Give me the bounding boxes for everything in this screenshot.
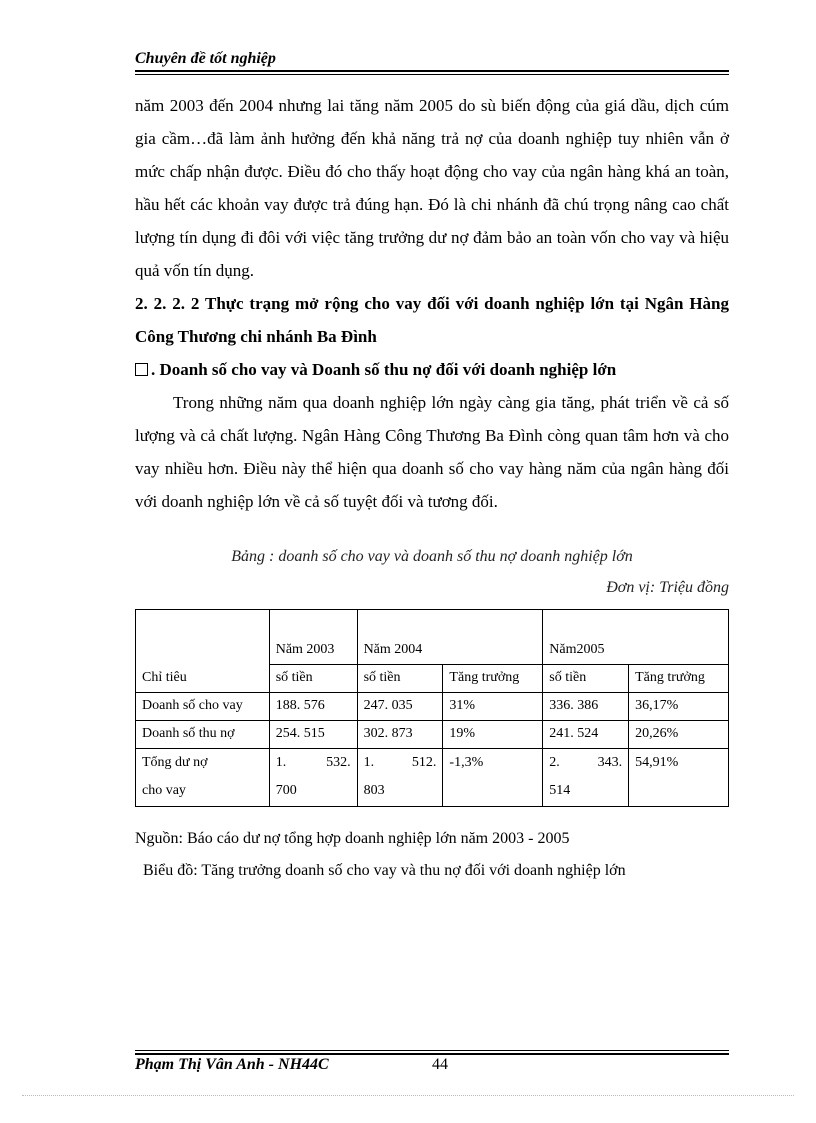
table-cell: 188. 576: [269, 693, 357, 721]
table-header-cell: Năm 2004: [357, 610, 543, 665]
table-cell: 247. 035: [357, 693, 443, 721]
section-heading: 2. 2. 2. 2 Thực trạng mở rộng cho vay đối với doanh nghiệp lớn tại Ngân Hàng Công Thương chi nhánh Ba Đình: [135, 294, 729, 346]
page-number: 44: [432, 1056, 448, 1073]
page-border-dotted: [22, 1095, 794, 1096]
header-title: Chuyên đề tốt nghiệp: [135, 50, 276, 67]
cell-part: 700: [275, 783, 297, 798]
paragraph-2: Trong những năm qua doanh nghiệp lớn ngày càng gia tăng, phát triển về cả số lượng và cả chất lượng. Ngân Hàng Công Thương Ba Đình còng quan tâm hơn và cho vay nhiều hơn. Điều này thể hiện qua doanh số cho vay hàng năm của ngân hàng đối với doanh nghiệp lớn về cả số tuyệt đối và tương đối.: [135, 393, 729, 511]
table-row: [136, 749, 729, 807]
unit-label: Đơn vị: Triệu đồng: [606, 579, 729, 596]
cell-line: cho vay: [142, 783, 186, 798]
cell-part: 532.: [326, 755, 351, 770]
table-cell: 241. 524: [543, 721, 629, 749]
table-cell: Doanh số cho vay: [136, 693, 270, 721]
table-cell: [357, 749, 443, 807]
paragraph-1: năm 2003 đến 2004 nhưng lai tăng năm 2005 do sù biến động của giá dầu, dịch cúm gia cầm…đã làm ảnh hưởng đến khả năng trả nợ của doanh nghiệp tuy nhiên vẫn ở mức chấp nhận được. Điều đó cho thấy hoạt động cho vay của ngân hàng khá an toàn, hầu hết các khoản vay được trả đúng hạn. Đó là chi nhánh đã chú trọng nâng cao chất lượng tín dụng đi đôi với việc tăng trưởng dư nợ đảm bảo an toàn vốn cho vay và hiệu quả vốn tín dụng.: [135, 96, 729, 280]
footer-rule-thin: [135, 1050, 729, 1051]
table-cell: Doanh số thu nợ: [136, 721, 270, 749]
table-cell: 254. 515: [269, 721, 357, 749]
table-cell: 336. 386: [543, 693, 629, 721]
checkbox-bullet-icon: [135, 363, 148, 376]
table-header-cell: Tăng trưởng: [443, 665, 543, 693]
cell-line: Tổng dư nợ: [142, 755, 208, 770]
table-header-cell: Chỉ tiêu: [136, 665, 270, 693]
table-cell: 20,26%: [629, 721, 729, 749]
cell-part: 2.: [549, 755, 560, 770]
table-header-cell: Năm2005: [543, 610, 729, 665]
cell-part: 343.: [597, 755, 623, 770]
table-cell: 302. 873: [357, 721, 443, 749]
table-cell: 31%: [443, 693, 543, 721]
table-cell: [136, 610, 270, 665]
subheading-text: . Doanh số cho vay và Doanh số thu nợ đối với doanh nghiệp lớn: [151, 360, 617, 379]
table-cell: 54,91%: [629, 749, 729, 807]
table-caption: Bảng : doanh số cho vay và doanh số thu nợ doanh nghiệp lớn: [231, 548, 633, 565]
table-cell: -1,3%: [443, 749, 543, 807]
header-rule-thin: [135, 74, 729, 75]
cell-part: 1.: [275, 755, 287, 770]
table-cell: [136, 749, 270, 807]
table-header-cell: số tiền: [543, 665, 629, 693]
source-note: Nguồn: Báo cáo dư nợ tổng hợp doanh nghiệp lớn năm 2003 - 2005: [135, 830, 570, 847]
header-rule: [135, 70, 729, 72]
cell-part: 512.: [411, 755, 437, 770]
cell-part: 1.: [363, 755, 375, 770]
table-cell: 36,17%: [629, 693, 729, 721]
footer-author: Phạm Thị Vân Anh - NH44C: [135, 1056, 329, 1073]
table-header-cell: Năm 2003: [269, 610, 357, 665]
table-header-cell: Tăng trưởng: [629, 665, 729, 693]
table-header-cell: số tiền: [357, 665, 443, 693]
table-cell: [543, 749, 629, 807]
table-cell: 19%: [443, 721, 543, 749]
cell-part: 803: [363, 783, 385, 798]
subheading: [135, 353, 729, 386]
table-header-row: [136, 610, 729, 665]
chart-title: Biểu đồ: Tăng trưởng doanh số cho vay và thu nợ đối với doanh nghiệp lớn: [143, 862, 626, 879]
table-cell: [269, 749, 357, 807]
table-row: [136, 721, 729, 749]
table-row: [136, 693, 729, 721]
data-table: [135, 609, 729, 807]
footer-rule: [135, 1053, 729, 1055]
table-header-cell: số tiền: [269, 665, 357, 693]
table-header-row: [136, 665, 729, 693]
cell-part: 514: [549, 783, 571, 798]
